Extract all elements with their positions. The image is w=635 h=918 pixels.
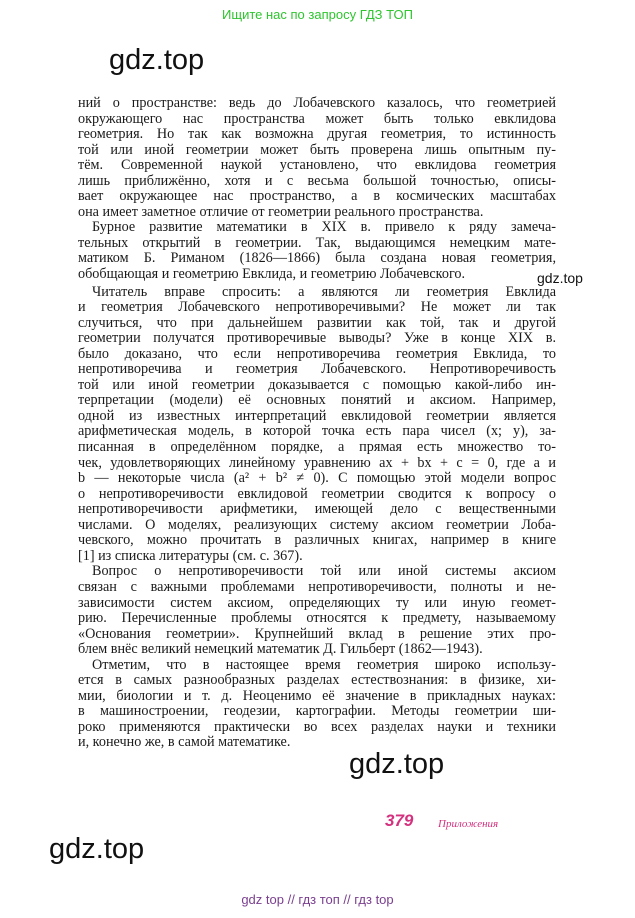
- text-line: окружающего нас пространства может быть только евклидова: [78, 110, 556, 127]
- text-line: ний о пространстве: ведь до Лобачевского казалось, что геометрией: [78, 95, 556, 111]
- text-line: непротиворечивости арифметики, имеющей дело с вещественными: [78, 501, 556, 518]
- watermark-logo: gdz.top: [49, 833, 145, 865]
- text-line: лишь приближённо, хотя и с весьма большой точностью, описы-: [78, 172, 556, 189]
- footer-links: gdz top // гдз топ // гдз top: [241, 892, 394, 907]
- text-line: мии, биологии и т. д. Неоценимо её значение в прикладных науках:: [78, 687, 556, 704]
- text-line: и, конечно же, в самой математике.: [78, 734, 291, 751]
- watermark-logo: gdz.top: [109, 44, 205, 76]
- text-line: Читатель вправе спросить: а являются ли геометрия Евклида: [92, 283, 556, 300]
- text-line: геометрия. Но так как возможна другая геометрия, то истинность: [78, 126, 556, 143]
- text-line: числами. О моделях, реализующих систему аксиом геометрии Лоба-: [78, 516, 556, 533]
- text-line: b — некоторые числа (a² + b² ≠ 0). С помощью этой модели вопрос: [78, 470, 556, 487]
- text-line: матиком Б. Риманом (1826—1866) была создана новая геометрия,: [78, 250, 556, 267]
- page-number: 379: [385, 811, 414, 830]
- text-line: писанная в определённом порядке, а прямая есть множество то-: [78, 439, 556, 456]
- text-line: рию. Перечисленные проблемы относятся к предмету, называемому: [78, 610, 556, 627]
- text-line: [1] из списка литературы (см. с. 367).: [78, 547, 303, 564]
- text-line: арифметическая модель, в которой точка есть пара чисел (x; y), за-: [78, 423, 556, 440]
- watermark-small: gdz.top: [537, 270, 583, 286]
- text-line: непротиворечива и геометрия Лобачевского. Непротиворечивость: [78, 361, 556, 378]
- text-line: обобщающая и геометрию Евклида, и геометрию Лобачевского.: [78, 266, 466, 283]
- text-line: Вопрос о непротиворечивости той или иной системы аксиом: [92, 563, 556, 580]
- text-line: терпретации (модели) её основных понятий и аксиом. Например,: [78, 392, 556, 409]
- text-line: Бурное развитие математики в XIX в. привело к ряду замеча-: [92, 219, 556, 236]
- text-line: связан с важными проблемами непротиворечивости, полноты и не-: [78, 578, 556, 595]
- text-line: зависимости систем аксиом, определяющих ту или иную геомет-: [78, 594, 556, 611]
- text-line: в машиностроении, геодезии, картографии. Методы геометрии ши-: [78, 703, 556, 720]
- text-line: блем внёс великий немецкий математик Д. Гильберт (1862—1943).: [78, 641, 483, 658]
- text-line: той или иной геометрии доказывается с помощью какой-либо ин-: [78, 376, 556, 393]
- text-line: и геометрия Лобачевского непротиворечивыми? Не может ли так: [78, 299, 556, 316]
- text-line: она имеет заметное отличие от геометрии реального пространства.: [78, 203, 484, 220]
- text-line: чек, удовлетворяющих линейному уравнению ax + bx + c = 0, где a и: [78, 454, 556, 471]
- section-name: Приложения: [438, 818, 499, 830]
- text-line: Отметим, что в настоящее время геометрия широко использу-: [92, 656, 556, 673]
- text-line: о непротиворечивости евклидовой геометрии сводится к вопросу о: [78, 485, 556, 502]
- text-line: тельных открытий в геометрии. Так, выдающимся немецким мате-: [78, 234, 556, 251]
- body-text: [78, 96, 556, 751]
- text-line: геометрии получатся противоречивые выводы? Уже в конце XIX в.: [78, 330, 556, 347]
- text-line: одной из известных интерпретаций евклидовой геометрии является: [78, 407, 556, 424]
- text-line: вает окружающее нас пространство, а в космических масштабах: [78, 188, 556, 205]
- text-line: было доказано, что если непротиворечива геометрия Евклида, то: [78, 345, 556, 362]
- text-line: роко применяются практически во всех разделах науки и техники: [78, 718, 556, 735]
- text-line: «Основания геометрии». Крупнейший вклад в решение этих про-: [78, 625, 556, 642]
- top-banner: Ищите нас по запросу ГДЗ ТОП: [222, 7, 413, 22]
- text-line: тём. Современной наукой установлено, что евклидова геометрия: [78, 157, 556, 174]
- text-line: той или иной геометрии может быть проверена лишь опытным пу-: [78, 141, 556, 158]
- text-line: ется в самых разнообразных разделах естествознания: в физике, хи-: [78, 672, 556, 689]
- text-line: чевского, можно прочитать в различных книгах, например в книге: [78, 532, 556, 549]
- watermark-logo: gdz.top: [349, 748, 445, 780]
- text-line: случиться, что при дальнейшем развитии как той, так и другой: [78, 314, 556, 331]
